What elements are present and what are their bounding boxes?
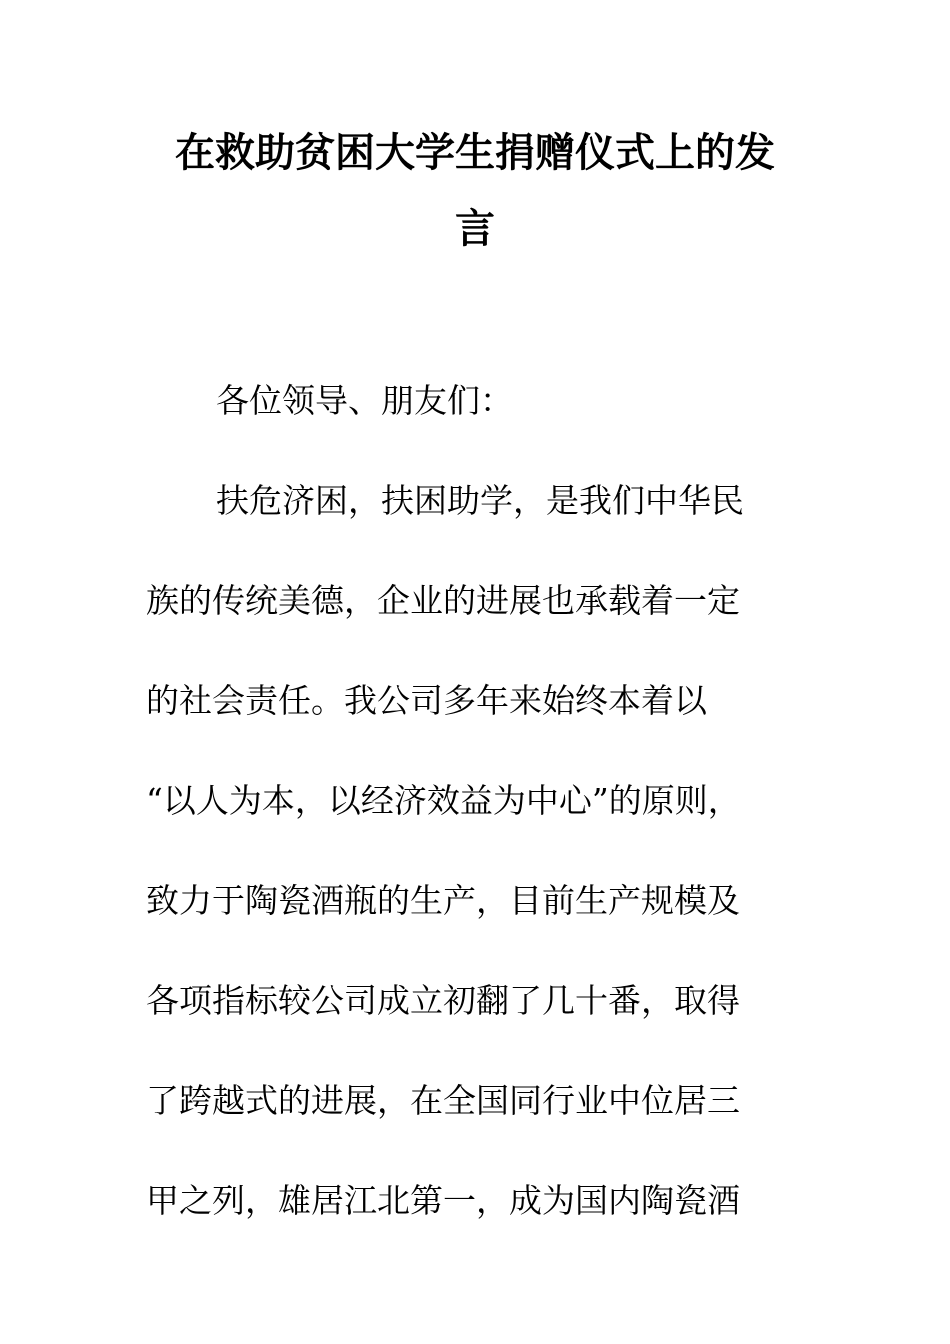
body-text-line: 各项指标较公司成立初翻了几十番，取得 bbox=[146, 981, 740, 1020]
body-text-line: 致力于陶瓷酒瓶的生产，目前生产规模及 bbox=[146, 881, 740, 920]
body-text-line: 了跨越式的进展，在全国同行业中位居三 bbox=[146, 1081, 740, 1120]
body-text-line: “以人为本，以经济效益为中心”的原则， bbox=[146, 781, 741, 820]
salutation-line: 各位领导、朋友们： bbox=[216, 381, 513, 420]
document-title-line-1: 在救助贫困大学生捐赠仪式上的发 bbox=[175, 130, 775, 176]
body-text-line: 甲之列，雄居江北第一，成为国内陶瓷酒 bbox=[146, 1181, 740, 1220]
body-text-line: 扶危济困，扶困助学，是我们中华民 bbox=[216, 481, 744, 520]
document-title-line-2: 言 bbox=[455, 206, 495, 252]
body-text-line: 的社会责任。我公司多年来始终本着以 bbox=[146, 681, 707, 720]
body-text-line: 族的传统美德，企业的进展也承载着一定 bbox=[146, 581, 740, 620]
